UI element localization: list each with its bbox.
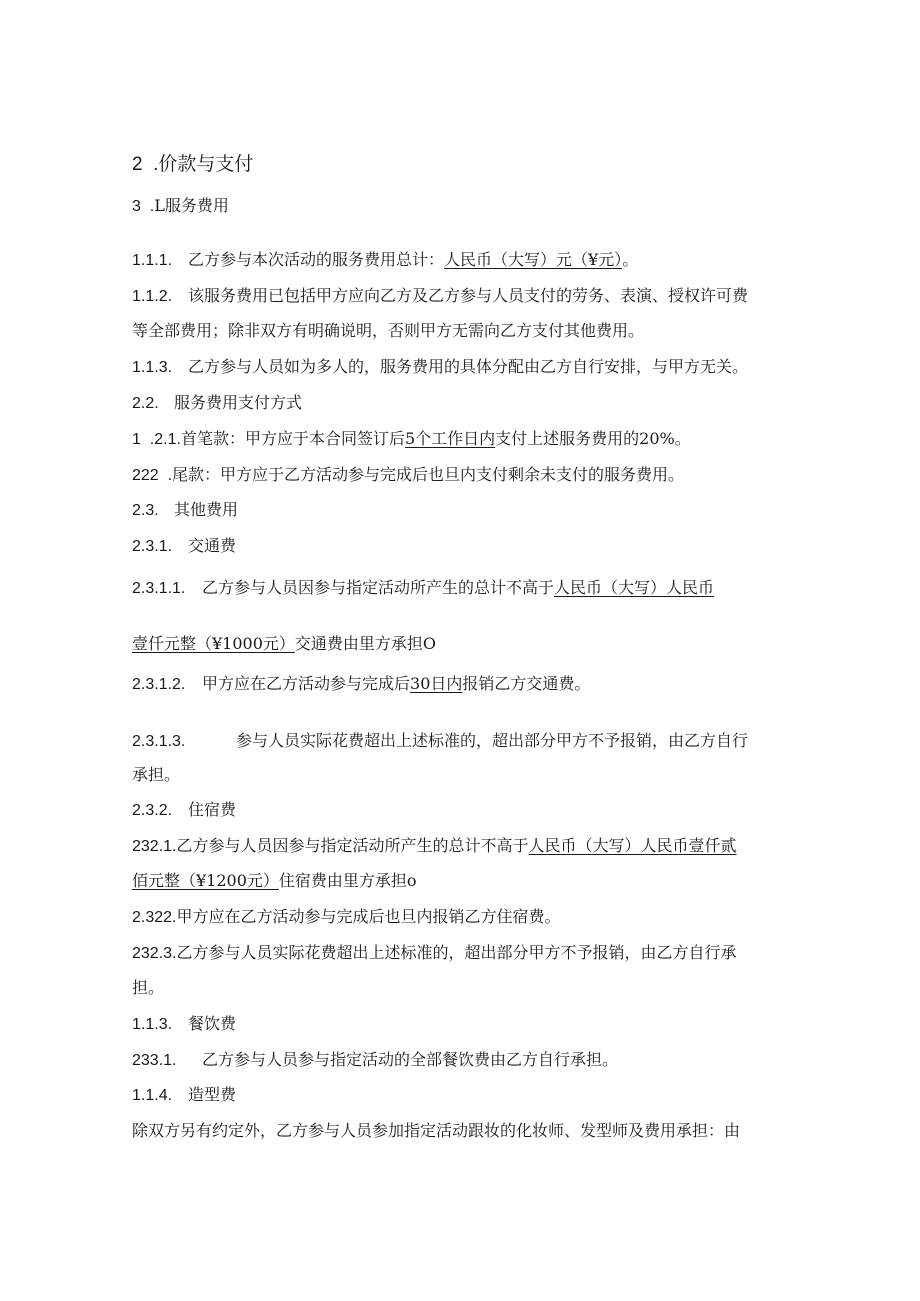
- clause-line: 1.1.3. 餐饮费: [132, 1014, 237, 1033]
- clause-line: 2.3.2. 住宿费: [132, 800, 237, 819]
- clause-line: 1.1.1. 乙方参与本次活动的服务费用总计：人民币（大写）元（¥元）。: [132, 250, 639, 269]
- clause-line: 2.3.1.3. 参与人员实际花费超出上述标准的，超出部分甲方不予报销，由乙方自行: [132, 731, 749, 750]
- clause-continuation: 壹仟元整（¥1000元）交通费由里方承担O: [132, 634, 437, 653]
- fill-in-blank: 人民币（大写）人民币壹仟贰: [528, 836, 737, 855]
- fill-in-blank: 5个工作日内: [404, 429, 496, 448]
- fill-in-blank: 人民币（大写）人民币: [554, 578, 715, 597]
- clause-line: 2.322.甲方应在乙方活动参与完成后也旦内报销乙方住宿费。: [132, 907, 561, 926]
- section-heading: 2 .价款与支付: [132, 153, 254, 175]
- clause-line: 222 .尾款：甲方应于乙方活动参与完成后也旦内支付剩余未支付的服务费用。: [132, 465, 685, 484]
- clause-line: 1.1.4. 造型费: [132, 1085, 237, 1104]
- clause-continuation: 担。: [132, 978, 165, 997]
- clause-line: 232.3.乙方参与人员实际花费超出上述标准的，超出部分甲方不予报销，由乙方自行承: [132, 943, 737, 962]
- clause-line: 2.3.1.1. 乙方参与人员因参与指定活动所产生的总计不高于人民币（大写）人民币: [132, 578, 715, 597]
- clause-line: 2.2. 服务费用支付方式: [132, 393, 303, 412]
- clause-line: 除双方另有约定外，乙方参与人员参加指定活动跟妆的化妆师、发型师及费用承担：由: [132, 1121, 741, 1140]
- clause-line: 1 .2.1.首笔款：甲方应于本合同签订后5个工作日内支付上述服务费用的20%。: [132, 429, 691, 448]
- fill-in-blank: 佰元整（¥1200元）: [132, 871, 279, 890]
- clause-continuation: 佰元整（¥1200元）住宿费由里方承担o: [132, 871, 417, 890]
- fill-in-blank: 30日内: [410, 674, 463, 693]
- fill-in-blank: 壹仟元整（¥1000元）: [132, 634, 295, 653]
- clause-line: 233.1. 乙方参与人员参与指定活动的全部餐饮费由乙方自行承担。: [132, 1050, 619, 1069]
- clause-line: 2.3.1. 交通费: [132, 536, 237, 555]
- clause-continuation: 等全部费用；除非双方有明确说明，否则甲方无需向乙方支付其他费用。: [132, 321, 645, 340]
- subsection-heading: 3 .L服务费用: [132, 196, 229, 215]
- clause-line: 2.3. 其他费用: [132, 500, 239, 519]
- clause-line: 1.1.2. 该服务费用已包括甲方应向乙方及乙方参与人员支付的劳务、表演、授权许可费: [132, 286, 749, 305]
- clause-line: 232.1.乙方参与人员因参与指定活动所产生的总计不高于人民币（大写）人民币壹仟贰: [132, 836, 737, 855]
- clause-line: 2.3.1.2. 甲方应在乙方活动参与完成后30日内报销乙方交通费。: [132, 674, 591, 693]
- fill-in-blank: 人民币（大写）元（¥元）: [444, 250, 623, 269]
- clause-line: 1.1.3. 乙方参与人员如为多人的，服务费用的具体分配由乙方自行安排，与甲方无关。: [132, 357, 749, 376]
- clause-continuation: 承担。: [132, 765, 181, 784]
